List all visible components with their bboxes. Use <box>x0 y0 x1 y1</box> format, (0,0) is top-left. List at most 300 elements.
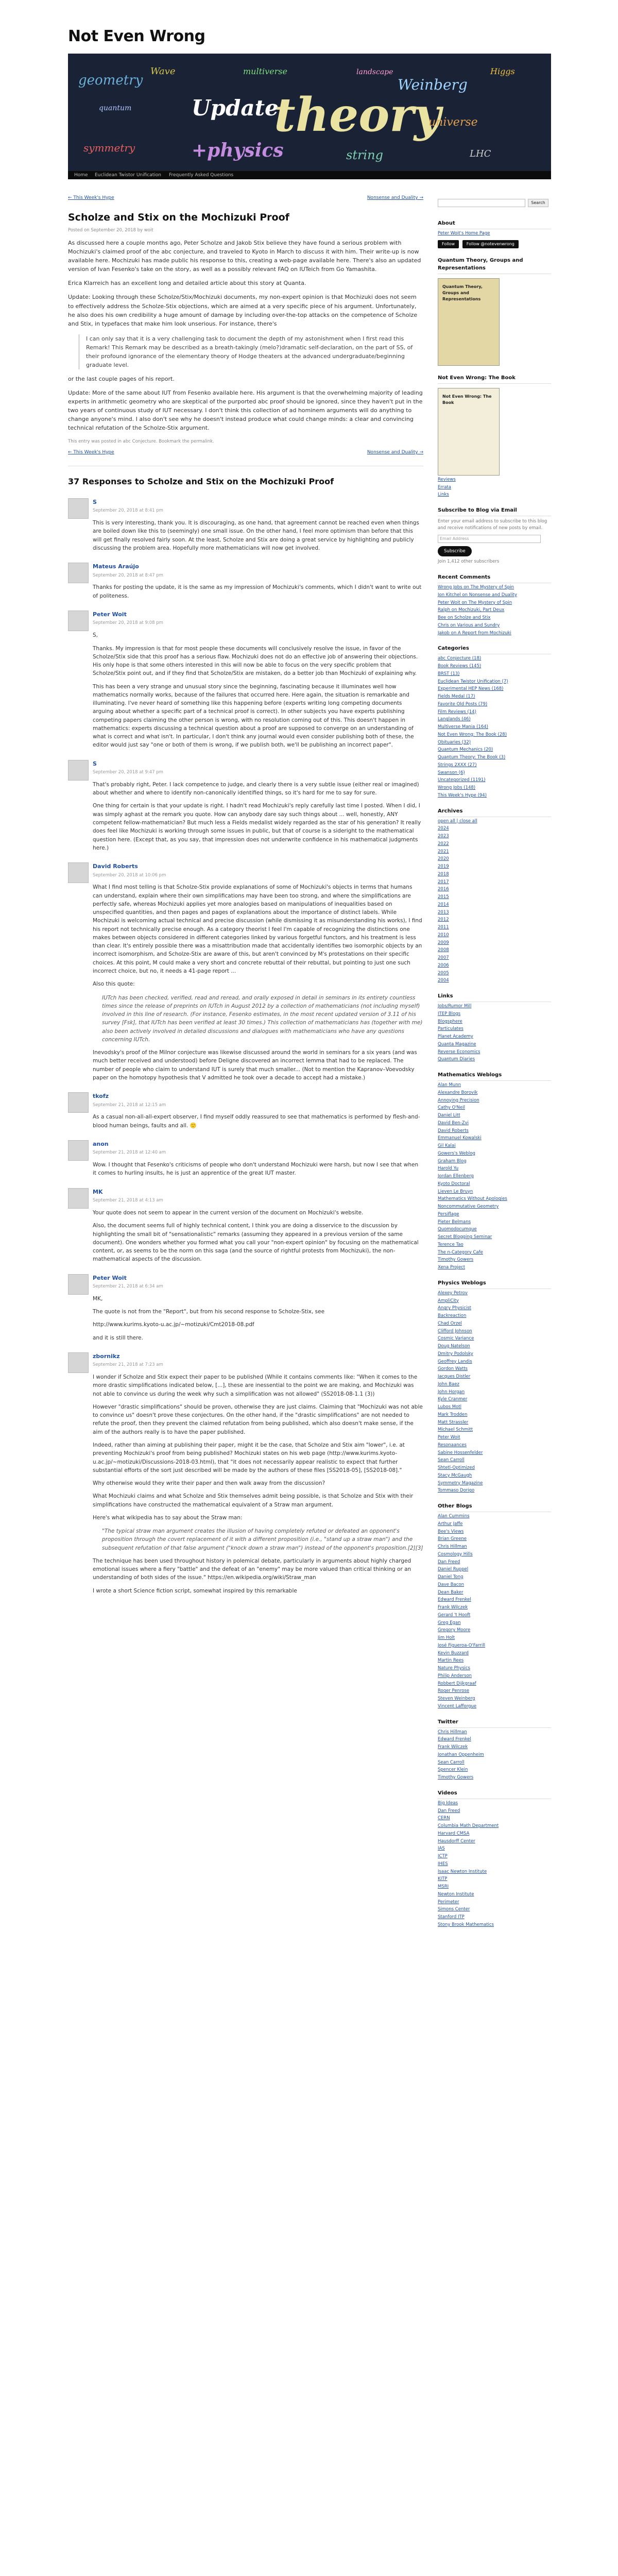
site-title[interactable]: Not Even Wrong <box>68 27 205 45</box>
sidebar-link[interactable]: Perimeter <box>438 1899 459 1905</box>
sidebar-link[interactable]: Lieven Le Bruyn <box>438 1189 473 1194</box>
follow-twitter-button[interactable]: Follow @notevenwrong <box>462 240 519 248</box>
sidebar-link[interactable]: Mathematics Without Apologies <box>438 1196 507 1202</box>
svg-text:Weinberg: Weinberg <box>398 76 468 93</box>
sidebar-link[interactable]: Vincent Lafforgue <box>438 1703 477 1709</box>
sidebar-link[interactable]: 2007 <box>438 955 449 960</box>
search-button[interactable]: Search <box>528 199 548 207</box>
comment-paragraph: What Mochizuki claims and what Scholze and Stix themselves admit being possible, is that Scholze and Stix with their simplifications have constructed the mathematical equivalent of a Straw man argument. <box>93 1493 414 1508</box>
comment <box>68 498 423 552</box>
sidebar-link[interactable]: 2014 <box>438 902 449 907</box>
sidebar-link[interactable]: This Week's Hype (94) <box>438 792 487 798</box>
comment-paragraph: This is very interesting, thank you. It is discouraging, as one hand, that agreement cannot be reached even when things are boiled down like this to (seemingly) one small issue. On the other hand, I feel more optimism than before that this will get finally resolved fairly soon. At the least, Scholze and Stix are doing a great service by highlighting and publicly discussing the problem area. Hopefully more mathematicians will now get involved. <box>93 520 419 551</box>
comment-paragraph: However "drastic simplifications" should be proven, otherwise they are just claims. Claiming that "Mochizuki was not able to convince us" doesn't prove these conjectures. On the other hand, if the "drastic simplifications" are not needed to refute the proof, then they prevent the claimed refutation from being published, which also doesn't make sense, if the aim of the authors really is to have the paper published. <box>93 1403 423 1435</box>
comment-body <box>93 1161 423 1178</box>
sidebar-link[interactable]: Noncommutative Geometry <box>438 1204 499 1209</box>
sidebar-link[interactable]: 2019 <box>438 864 449 869</box>
sidebar-link[interactable]: Gerard 't Hooft <box>438 1612 471 1618</box>
comment-author[interactable]: Peter Woit <box>93 611 127 618</box>
sidebar-link[interactable]: Edward Frenkel <box>438 1737 471 1742</box>
sidebar-link[interactable]: Dmitry Podolsky <box>438 1351 473 1357</box>
sidebar-link[interactable]: 2022 <box>438 841 449 846</box>
sidebar-link[interactable]: Euclidean Twistor Unification (7) <box>438 679 508 684</box>
sidebar <box>438 199 551 1928</box>
sidebar-link[interactable]: Jordan Ellenberg <box>438 1174 474 1179</box>
sidebar-link[interactable]: John Horgan <box>438 1389 465 1395</box>
about-list <box>438 230 551 237</box>
sidebar-link[interactable]: Bee on Scholze and Stix <box>438 615 491 620</box>
sidebar-link[interactable]: Jonathan Oppenheim <box>438 1752 484 1757</box>
sidebar-link[interactable]: Kyoto Doctoral <box>438 1181 470 1187</box>
sidebar-link[interactable]: BRST (13) <box>438 671 460 676</box>
sidebar-link[interactable]: Resonaances <box>438 1442 467 1448</box>
avatar <box>68 611 89 631</box>
sidebar-link[interactable]: Alexey Petrov <box>438 1290 468 1296</box>
comment-body <box>93 1373 423 1595</box>
comment-date[interactable]: September 20, 2018 at 9:47 pm <box>93 770 163 775</box>
sidebar-link[interactable]: Dean Baker <box>438 1589 464 1595</box>
comment-date[interactable]: September 20, 2018 at 8:47 pm <box>93 572 163 578</box>
subscriber-count: Join 1,412 other subscribers <box>438 559 500 565</box>
math-weblogs-heading: Mathematics Weblogs <box>438 1071 551 1081</box>
sidebar-link[interactable]: 2004 <box>438 978 449 984</box>
comment <box>68 1140 423 1178</box>
videos-heading: Videos <box>438 1789 551 1799</box>
sidebar-link[interactable]: Angry Physicist <box>438 1306 471 1311</box>
sidebar-link[interactable]: IHES <box>438 1861 448 1867</box>
avatar <box>68 1274 89 1295</box>
subscribe-heading: Subscribe to Blog via Email <box>438 506 551 516</box>
comment-date[interactable]: September 20, 2018 at 10:06 pm <box>93 872 166 878</box>
sidebar-link[interactable]: 2024 <box>438 826 449 832</box>
sidebar-link[interactable]: 2009 <box>438 940 449 945</box>
comment-paragraph: One thing for certain is that your update is right. I hadn't read Mochizuki's reply carefully last time I posted. When I did, I was simply aghast at the remark you quote. How can anybody dare say such things about ... well, honestly, ANY competent fellow-mathematician? But much less a Fields medalist widely regarded as the star of his generation? It really does feel like Mochizuki is working through some issues in public, but that of course is a sideright to the mathematical question here. (Except that, as you say, that impression does not underwrite confidence in his mathematical judgments here.) <box>93 803 421 851</box>
comment <box>68 611 423 750</box>
sidebar-link[interactable]: Sean Carroll <box>438 1458 465 1463</box>
sidebar-link[interactable]: Kevin Buzzard <box>438 1650 469 1656</box>
sidebar-link[interactable]: Emmanuel Kowalski <box>438 1136 482 1141</box>
comment <box>68 862 423 1082</box>
sidebar-link[interactable]: Newton Institute <box>438 1891 474 1897</box>
sidebar-link[interactable]: Cosmic Variance <box>438 1336 474 1342</box>
sidebar-link[interactable]: Jim Holt <box>438 1635 455 1640</box>
sidebar-link[interactable]: Gil Kalai <box>438 1143 456 1148</box>
comment-date[interactable]: September 21, 2018 at 12:15 am <box>93 1102 166 1108</box>
sidebar-link[interactable]: Favorite Old Posts (79) <box>438 701 488 707</box>
sidebar-link[interactable]: Peter Woit on The Mystery of Spin <box>438 600 512 605</box>
book-cover-title: Quantum Theory, Groups and Representations <box>442 284 483 301</box>
comment-paragraph: The quote is not from the "Report", but from his second response to Scholze-Stix, see <box>93 1309 325 1315</box>
sidebar-link[interactable]: David Ben-Zvi <box>438 1120 469 1126</box>
sidebar-link[interactable]: Ralph on Mochizuki, Part Deux <box>438 607 505 613</box>
sidebar-link[interactable]: Gordon Watts <box>438 1366 468 1372</box>
sidebar-link[interactable]: Wrong Jobs on The Mystery of Spin <box>438 585 514 590</box>
sidebar-link[interactable]: ITEP Blogs <box>438 1011 461 1016</box>
sidebar-link[interactable]: Cosmology Hills <box>438 1551 473 1557</box>
sidebar-link[interactable]: Reviews <box>438 477 456 482</box>
comment <box>68 1092 423 1130</box>
sidebar-link[interactable]: Stanford ITP <box>438 1914 465 1920</box>
sidebar-link[interactable]: Obituaries (32) <box>438 739 471 745</box>
sidebar-link[interactable]: Graham Blog <box>438 1158 467 1164</box>
sidebar-link[interactable]: Timothy Gowers <box>438 1775 474 1780</box>
avatar <box>68 1188 89 1209</box>
comment-date[interactable]: September 21, 2018 at 6:34 am <box>93 1284 163 1290</box>
comment-date[interactable]: September 21, 2018 at 12:40 am <box>93 1150 166 1156</box>
sidebar-link[interactable]: Frank Wilczek <box>438 1744 468 1750</box>
comment-date[interactable]: September 21, 2018 at 4:13 am <box>93 1198 163 1204</box>
sidebar-link[interactable]: Quantum Theory: The Book (3) <box>438 755 506 760</box>
sidebar-link[interactable]: Xena Project <box>438 1265 466 1270</box>
sidebar-link[interactable]: Gowers's Weblog <box>438 1150 475 1156</box>
sidebar-link[interactable]: Fields Medal (17) <box>438 694 475 699</box>
post-blockquote: I can only say that it is a very challenging task to document the depth of my astonishment when I first read this Remark! This Remark may be described as a breath-takingly (melo?)dramatic self-declaration, on the part of SS, of their profound ignorance of the elementary theory of Hodge theaters at the advanced undergraduate/beginning graduate level. <box>78 334 423 369</box>
sidebar-link[interactable]: KITP <box>438 1876 448 1882</box>
sidebar-link[interactable]: Links <box>438 492 449 498</box>
sidebar-link[interactable]: Jacques Distler <box>438 1374 471 1379</box>
next-post-link[interactable]: Nonsense and Duality → <box>367 195 423 200</box>
sidebar-link[interactable]: David Roberts <box>438 1128 469 1133</box>
comment-body <box>93 883 423 1082</box>
sidebar-link[interactable]: Strings 2XXX (27) <box>438 762 477 768</box>
sidebar-link[interactable]: Lubos Motl <box>438 1404 461 1410</box>
sidebar-link[interactable]: 2008 <box>438 947 449 953</box>
sidebar-link[interactable]: Daniel Litt <box>438 1113 460 1118</box>
book-links <box>438 477 551 498</box>
sidebar-link[interactable]: Pieter Belmans <box>438 1219 471 1225</box>
comment-paragraph: and it is still there. <box>93 1334 143 1341</box>
svg-text:universe: universe <box>428 116 478 129</box>
sidebar-link[interactable]: Cathy O'Neil <box>438 1105 465 1111</box>
post-paragraph: Erica Klarreich has an excellent long and detailed article about this story at Quanta. <box>68 280 306 287</box>
sidebar-link[interactable]: Brian Greene <box>438 1536 467 1542</box>
sidebar-link[interactable]: Philip Anderson <box>438 1673 472 1679</box>
svg-text:Wave: Wave <box>150 66 176 77</box>
comment-body <box>93 631 423 749</box>
main-content <box>68 195 423 1595</box>
sidebar-link[interactable]: Langlands (46) <box>438 717 471 722</box>
sidebar-link[interactable]: CERN <box>438 1816 450 1821</box>
sidebar-link[interactable]: Michael Schmitt <box>438 1427 473 1433</box>
comment-date[interactable]: September 20, 2018 at 8:41 pm <box>93 508 163 514</box>
sidebar-link[interactable]: Peter Woit <box>438 1435 460 1440</box>
svg-text:symmetry: symmetry <box>83 142 135 154</box>
sidebar-link[interactable]: Swanson (6) <box>438 770 465 775</box>
sidebar-link[interactable]: Nature Physics <box>438 1666 470 1671</box>
sidebar-link[interactable]: Tommaso Dorigo <box>438 1488 475 1494</box>
comment-paragraph: The technique has been used throughout history in polemical debate, particularly in arguments about highly charged emotional issues where a fiery "battle" and the defeat of an "enemy" may be more valued than critical thinking or an understanding of both sides of the issue." https://en.wikipedia.org/wiki/Straw_man <box>93 1557 411 1581</box>
sidebar-link[interactable]: Dave Bacon <box>438 1582 465 1587</box>
videos-list <box>438 1800 551 1928</box>
sidebar-link[interactable]: Matt Strassler <box>438 1419 469 1425</box>
sidebar-link[interactable]: Alan Cummins <box>438 1514 470 1519</box>
sidebar-link[interactable]: Film Reviews (14) <box>438 709 476 715</box>
comment-author[interactable]: tkofz <box>93 1093 109 1100</box>
comment-paragraph: Here's what wikipedia has to say about the Straw man: <box>93 1514 243 1521</box>
comment-paragraph: http://www.kurims.kyoto-u.ac.jp/~motizuki/Cmt2018-08.pdf <box>93 1321 254 1328</box>
sidebar-link[interactable]: 2023 <box>438 834 449 839</box>
sidebar-link[interactable]: Quomodocumque <box>438 1227 477 1232</box>
avatar <box>68 1140 89 1161</box>
book-cover-quantum[interactable] <box>438 278 500 366</box>
comment-paragraph: What I find most telling is that Scholze-Stix provide explanations of some of Mochizuki's objects in terms that humans can understand, explain where their own simplifications may have been too strong, and where the simplifications are perfectly safe, whereas Mochizuki applies yet more analogies based on manipulations of inequalities based on unspecified quantities, and then pages and pages of explanations about the importance of distinct labels. While Mochizuki is welcoming actual technical and precise discussion (while dismissing it as misunderstanding his works), I find his report not technically precise enough. As a category theorist I feel I'm capable of recognizing the distinctions one makes between objects considered in different categories linked by various forgetful functors, and his treatment is less than clear. It's entirely possible there was a misattribution made that accidentally identifies two isomorphic objects by an incorrect isomorphism, and Scholze-Stix are aware of this, but aren't convinced by M's protestations on their specific choices. At this point, M could make a very short and concrete rebuttal of their rebuttal, but pointing to just one such incorrect choice, but no, it needs a 41-page report ... <box>93 884 422 974</box>
sidebar-link[interactable]: 2010 <box>438 932 449 938</box>
search-input[interactable] <box>438 199 525 207</box>
sidebar-link[interactable]: Stacy McGaugh <box>438 1472 472 1478</box>
follow-buttons <box>438 240 551 248</box>
sidebar-link[interactable]: Jakob on A Report from Mochizuki <box>438 630 511 636</box>
avatar <box>68 1352 89 1373</box>
svg-text:quantum: quantum <box>99 104 132 112</box>
comment <box>68 1274 423 1342</box>
sidebar-link[interactable]: Robbert Dijkgraaf <box>438 1681 476 1686</box>
comment-body <box>93 1295 423 1342</box>
sidebar-link[interactable]: Secret Blogging Seminar <box>438 1234 492 1240</box>
sidebar-link[interactable]: Annoying Precision <box>438 1097 479 1103</box>
comment-paragraph: Also this quote: <box>93 981 135 988</box>
sidebar-link[interactable]: Harold Yu <box>438 1166 459 1172</box>
recent-comments-list <box>438 584 551 636</box>
sidebar-link[interactable]: Spencer Klein <box>438 1767 468 1773</box>
sidebar-link[interactable]: Isaac Newton Institute <box>438 1869 487 1874</box>
sidebar-link[interactable]: Martin Rees <box>438 1658 464 1664</box>
email-field[interactable]: Email Address <box>438 535 541 543</box>
sidebar-link[interactable]: John Baez <box>438 1381 459 1387</box>
sidebar-link[interactable]: Timothy Gowers <box>438 1257 474 1263</box>
sidebar-link[interactable]: Planet Academy <box>438 1034 473 1039</box>
links-heading: Links <box>438 992 551 1002</box>
sidebar-link[interactable]: Doug Natelson <box>438 1344 470 1349</box>
sidebar-link[interactable]: Reverse Economics <box>438 1049 480 1055</box>
about-heading: About <box>438 219 551 229</box>
comment-body <box>93 1209 423 1264</box>
sidebar-link[interactable]: Stony Brook Mathematics <box>438 1922 494 1927</box>
sidebar-link[interactable]: Greg Egan <box>438 1620 461 1625</box>
sidebar-link[interactable]: Bee's Views <box>438 1529 464 1534</box>
comments-heading: 37 Responses to Scholze and Stix on the Mochizuki Proof <box>68 476 334 486</box>
sidebar-link[interactable]: Multiverse Mania (164) <box>438 724 488 730</box>
sidebar-link[interactable]: Experimental HEP News (168) <box>438 686 504 692</box>
book1-heading: Quantum Theory, Groups and Representations <box>438 257 551 274</box>
sidebar-link[interactable]: abc Conjecture (18) <box>438 656 482 662</box>
sidebar-link[interactable]: Alexandre Borovik <box>438 1090 478 1095</box>
sidebar-link[interactable]: 2020 <box>438 856 449 862</box>
comment-author[interactable]: Mateus Araújo <box>93 563 139 570</box>
sidebar-link[interactable]: 2013 <box>438 909 449 915</box>
book-cover-title: Not Even Wrong: The Book <box>442 394 492 405</box>
svg-text:string: string <box>346 148 383 162</box>
sidebar-link[interactable]: Persiflage <box>438 1211 459 1217</box>
comment-author[interactable]: MK <box>93 1188 103 1195</box>
avatar <box>68 498 89 519</box>
post-title: Scholze and Stix on the Mochizuki Proof <box>68 212 289 223</box>
sidebar-link[interactable]: Shtetl-Optimized <box>438 1465 475 1470</box>
sidebar-link[interactable]: Jobs/Rumor Mill <box>438 1004 472 1009</box>
sidebar-link[interactable]: Quantum Diaries <box>438 1057 475 1062</box>
comment-paragraph: I wrote a short Science fiction script, somewhat inspired by this remarkable <box>93 1587 297 1594</box>
comment-paragraph: I wonder if Scholze and Stix expect their paper to be published (While it contains comments like: "When it comes to the more drastic simplifications indicated below, [...], these are inessential to the point we are making, and Mochizuki was not able to convince us during the week why such a simplification was not allowed" (SS2018-08-1.1 (3)) <box>93 1374 418 1397</box>
sidebar-link[interactable]: Symmetry Magazine <box>438 1480 483 1486</box>
nav-euclidean-twistor[interactable]: Euclidean Twistor Unification <box>95 173 161 178</box>
sidebar-link[interactable]: 2006 <box>438 962 449 968</box>
post-paragraph: or the last couple pages of his report. <box>68 375 175 382</box>
prev-post-link[interactable]: ← This Week's Hype <box>68 195 114 200</box>
sidebar-link[interactable]: José Figueroa-O'Farrill <box>438 1642 486 1648</box>
sidebar-link[interactable]: Sean Carroll <box>438 1759 465 1765</box>
sidebar-link[interactable]: MSRI <box>438 1884 449 1889</box>
sidebar-link[interactable]: ICTP <box>438 1854 448 1859</box>
avatar <box>68 563 89 583</box>
sidebar-link[interactable]: 2017 <box>438 879 449 885</box>
sidebar-link[interactable]: Simons Center <box>438 1907 470 1912</box>
sidebar-link[interactable]: Columbia Math Department <box>438 1823 499 1828</box>
sidebar-link[interactable]: Dan Freed <box>438 1559 460 1565</box>
sidebar-link[interactable]: 2011 <box>438 925 449 930</box>
sidebar-link[interactable]: Daniel Tong <box>438 1574 464 1580</box>
sidebar-link[interactable]: Harvard CMSA <box>438 1831 470 1836</box>
sidebar-link[interactable]: Chris Hillman <box>438 1544 467 1549</box>
sidebar-link[interactable]: Alan Munn <box>438 1082 461 1088</box>
sidebar-link[interactable]: Kyle Cranmer <box>438 1397 468 1402</box>
svg-text:Update: Update <box>192 95 279 121</box>
sidebar-link[interactable]: Blogsphere <box>438 1019 462 1024</box>
comment <box>68 1352 423 1595</box>
svg-text:multiverse: multiverse <box>243 66 287 76</box>
comment-author[interactable]: Peter Woit <box>93 1274 127 1281</box>
sidebar-link[interactable]: Dan Freed <box>438 1808 460 1814</box>
prev-post-link[interactable]: ← This Week's Hype <box>68 449 114 455</box>
sidebar-link[interactable]: 2018 <box>438 871 449 877</box>
nav-home[interactable]: Home <box>74 173 88 178</box>
comment-paragraph: S, <box>93 632 98 639</box>
follow-button[interactable]: Follow <box>438 240 459 248</box>
comment <box>68 760 423 852</box>
sidebar-link[interactable]: open all | close all <box>438 818 477 824</box>
comment-paragraph: This has been a very strange and unusual story since the beginning, fascinating because it illuminates well how mathematics normally works, because of the failures that occurred here. Here again, the situation is remarkable and illuminating. I've never heard of something like this happening before (experts writing long competing documents arguing about whether a specific part of a technical proof is correct). In other subjects you have experts publishing competing papers claiming the other person is wrong, with no resolution coming out of this. This doesn't happen in mathematics: experts discussing a technical question about a proof are supposed to converge on an understanding of what is correct and what isn't. In particular, I don't think any journal would even consider publishing both of these, the editor would just say "one or both of them is wrong, if we publish both, we'll be publishing an incorrect paper". <box>93 683 414 749</box>
comment-author[interactable]: S <box>93 760 97 767</box>
sidebar-link[interactable]: Sabine Hossenfelder <box>438 1450 483 1455</box>
comment-paragraph: Inevodsky's proof of the Milnor conjecture was likewise discussed around the world in seminars for a six years (and was much better received and understood) before Deligne discovered an incorrect lemma that had to be replaced. The number of people who claim to understand IUT is surely that much smaller... (Not to mention the Kapranov–Voevodsky paper on the homotopy hypothesis that V admitted he took over a decade to accept had a mistake.) <box>93 1049 417 1081</box>
sidebar-link[interactable]: AmpliCity <box>438 1298 459 1303</box>
comment <box>68 563 423 600</box>
comment-author[interactable]: anon <box>93 1140 109 1147</box>
comment-quote: "The typical straw man argument creates the illusion of having completely refuted or defeated an opponent's proposition through the covert replacement of it with a different proposition (i.e., "stand up a straw man") and the subsequent refutation of that false argument ("knock down a straw man") instead of the opponent's proposition.[2][3] <box>102 1528 423 1551</box>
other-blogs-list <box>438 1513 551 1710</box>
sidebar-link[interactable]: Roger Penrose <box>438 1688 470 1694</box>
sidebar-link[interactable]: Jon Kitchel on Nonsense and Duality <box>438 592 517 598</box>
svg-text:theory: theory <box>274 88 441 142</box>
twitter-heading: Twitter <box>438 1718 551 1728</box>
avatar <box>68 862 89 883</box>
sidebar-link[interactable]: Big Ideas <box>438 1800 458 1806</box>
sidebar-link[interactable]: Book Reviews (145) <box>438 664 482 669</box>
sidebar-link[interactable]: Uncategorized (1191) <box>438 777 486 783</box>
sidebar-link[interactable]: 2021 <box>438 849 449 854</box>
sidebar-link[interactable]: Errata <box>438 484 451 490</box>
comment-author[interactable]: zbornikz <box>93 1352 120 1360</box>
archives-list <box>438 818 551 985</box>
comment-paragraph: As a casual non-all-all-expert observer, I find myself oddly reassured to see that mathematics is performed by flesh-and-blood human beings, faults and all. 🙂 <box>93 1114 420 1129</box>
sidebar-link[interactable]: The n-Category Cafe <box>438 1249 483 1255</box>
twitter-list <box>438 1729 551 1781</box>
archives-heading: Archives <box>438 807 551 817</box>
comment-body <box>93 1113 423 1130</box>
svg-text:landscape: landscape <box>356 68 393 76</box>
next-post-link[interactable]: Nonsense and Duality → <box>367 449 423 455</box>
sidebar-link[interactable]: 2005 <box>438 970 449 976</box>
comment-author[interactable]: S <box>93 498 97 505</box>
comment-paragraph: Thanks for posting the update, it is the same as my impression of Mochizuki's comments, which I didn't want to write out of politeness. <box>93 584 422 599</box>
comment-author[interactable]: David Roberts <box>93 863 138 870</box>
subscribe-button[interactable]: Subscribe <box>438 546 472 557</box>
comment-body <box>93 519 423 552</box>
nav-faq[interactable]: Frequently Asked Questions <box>169 173 234 178</box>
svg-text:+physics: +physics <box>192 140 284 161</box>
comment-date[interactable]: September 20, 2018 at 9:08 pm <box>93 620 163 626</box>
comment-body <box>93 583 423 600</box>
book-cover-not-even-wrong[interactable] <box>438 388 500 476</box>
post-paragraph: Update: Looking through these Scholze/Stix/Mochizuki documents, my non-expert opinion is that Mochizuki does not seem to effectively address the Scholze-Stix objections, which are aimed at a very specific piece of his argument. Unfortunately, he also does his own credibility a huge amount of damage by including over-the-top attacks on the competence of Scholze and Stix, in typefaces that make him look unserious. For instance, there's <box>68 294 418 327</box>
sidebar-link[interactable]: Terence Tao <box>438 1242 464 1247</box>
comment-paragraph: Why otherwise would they write their paper and then walk away from the discussion? <box>93 1480 325 1487</box>
comment-list <box>68 498 423 1595</box>
sidebar-link[interactable]: Chris on Various and Sundry <box>438 622 500 628</box>
sidebar-link[interactable]: Frank Wilczek <box>438 1605 468 1610</box>
header-banner-image <box>68 54 551 171</box>
sidebar-link[interactable]: Mark Trodden <box>438 1412 468 1417</box>
sidebar-link[interactable]: IAS <box>438 1846 445 1852</box>
sidebar-link[interactable]: Geoffrey Landis <box>438 1359 472 1364</box>
comment-paragraph: Indeed, rather than aiming at publishing their paper, might it be the case, that Scholze and Stix aim "lower", i.e. at preventing Mochizuki's proof from being published? Mochizuki states on his web page (http://www.kurims.kyoto-u.ac.jp/~motizuki/Discussions-2018-03.html), that "it does not necessarily appear realistic to expect that further substantial efforts of the sort just described will be made by the authors of these files [SS2018-05], [SS2018-08]." <box>93 1442 405 1473</box>
sidebar-link[interactable]: Not Even Wrong: The Book (28) <box>438 732 507 737</box>
sidebar-link[interactable]: Peter Woit's Home Page <box>438 231 490 236</box>
categories-list <box>438 655 551 799</box>
sidebar-link[interactable]: Edward Frenkel <box>438 1597 471 1603</box>
categories-heading: Categories <box>438 645 551 654</box>
sidebar-link[interactable]: Arthur Jaffe <box>438 1521 463 1527</box>
sidebar-link[interactable]: Clifford Johnson <box>438 1328 472 1334</box>
sidebar-link[interactable]: 2015 <box>438 894 449 900</box>
sidebar-link[interactable]: Gregory Moore <box>438 1628 471 1633</box>
comment-body <box>93 781 423 852</box>
sidebar-link[interactable]: Chad Orzel <box>438 1320 462 1326</box>
sidebar-link[interactable]: Daniel Ruppel <box>438 1567 469 1572</box>
sidebar-link[interactable]: Quantum Mechanics (20) <box>438 747 493 753</box>
comment-paragraph: Thanks. My impression is that for most people these documents will conclusively resolve the issue, in favor of the Scholze/Stix side that this proof has a serious flaw. Mochizuki does not do an effective job of answering their objections. His only hope is that some others interested in this will now be able to focus on the very specific problem that Scholze/Stix point out, and if they find that Scholze/Stix are mistaken, do a better job than Mochizuki of explaining why. <box>93 645 418 677</box>
sidebar-link[interactable]: Steven Weinberg <box>438 1696 475 1701</box>
sidebar-link[interactable]: 2016 <box>438 887 449 892</box>
sidebar-link[interactable]: Quanta Magazine <box>438 1041 476 1047</box>
comment-date[interactable]: September 21, 2018 at 7:23 am <box>93 1362 163 1368</box>
post-navigation-bottom <box>68 449 423 456</box>
math-weblogs-list <box>438 1082 551 1271</box>
comment-paragraph: Your quote does not seem to appear in the current version of the document on Mochizuki's website. <box>93 1209 364 1216</box>
post-meta: Posted on September 20, 2018 by woit <box>68 227 153 233</box>
avatar <box>68 760 89 781</box>
sidebar-link[interactable]: Chris Hillman <box>438 1729 467 1735</box>
sidebar-link[interactable]: Hausdorff Center <box>438 1838 475 1844</box>
sidebar-link[interactable]: Particulates <box>438 1026 464 1032</box>
sidebar-link[interactable]: 2012 <box>438 917 449 923</box>
sidebar-link[interactable]: Backreaction <box>438 1313 467 1318</box>
other-blogs-heading: Other Blogs <box>438 1502 551 1512</box>
search-form <box>438 199 551 208</box>
book2-heading: Not Even Wrong: The Book <box>438 374 551 384</box>
svg-text:LHC: LHC <box>470 148 491 159</box>
sidebar-link[interactable]: Wrong Jobs (148) <box>438 785 476 790</box>
comment-paragraph: MK, <box>93 1295 103 1302</box>
subscribe-text: Enter your email address to subscribe to this blog and receive notifications of new posts by email. <box>438 519 547 531</box>
